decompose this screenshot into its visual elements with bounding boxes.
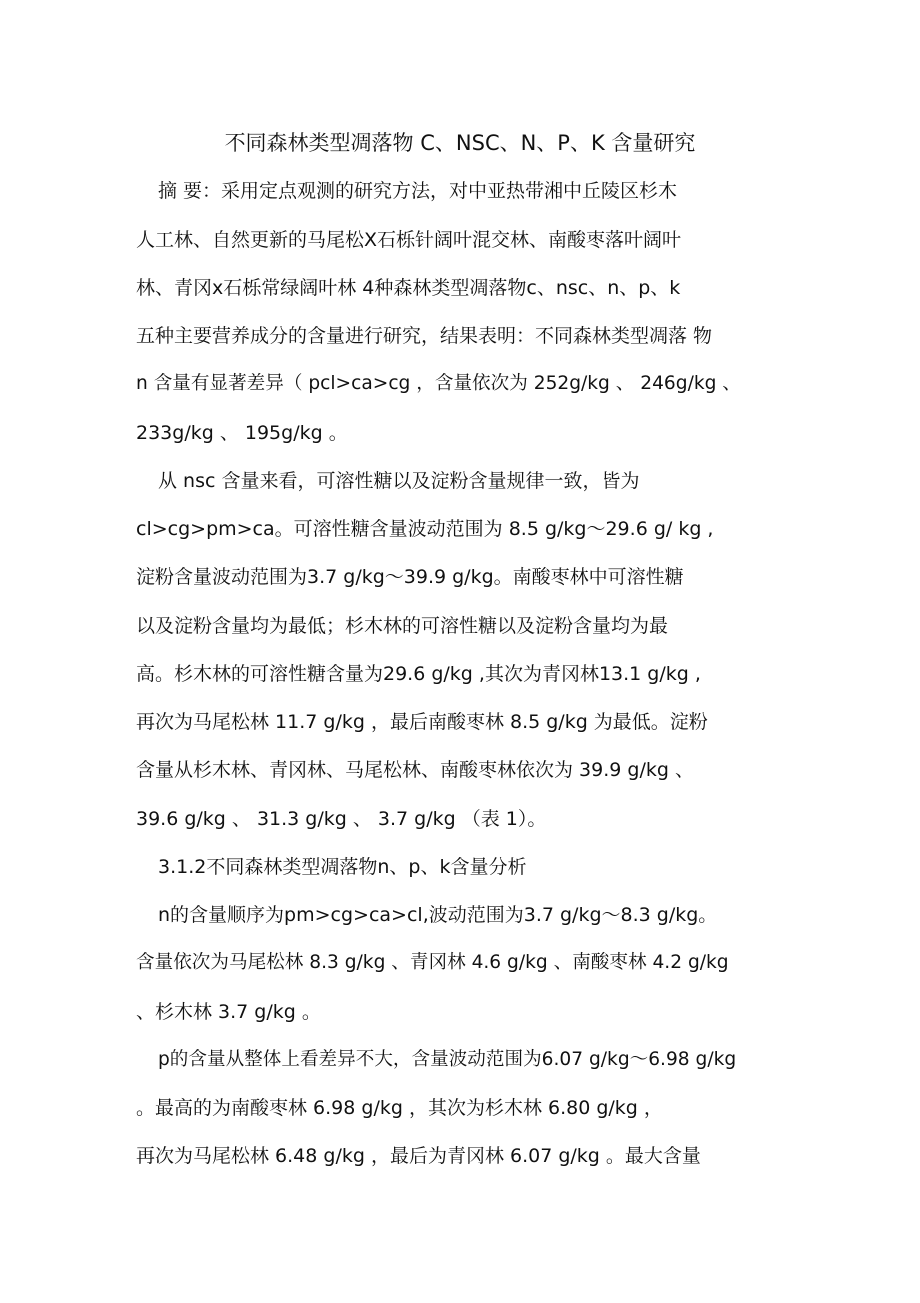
p-line-2: 。最高的为南酸枣林 6.98 g/kg ，其次为杉木林 6.80 g/kg ， xyxy=(136,1097,663,1119)
abstract-line-2: 人工林、自然更新的马尾松X石栎针阔叶混交林、南酸枣落叶阔叶 xyxy=(136,229,682,251)
n-line-1: n的含量顺序为pm>cg>ca>cl,波动范围为3.7 g/kg～8.3 g/kg。 xyxy=(158,904,718,926)
abstract-line-4: 五种主要营养成分的含量进行研究，结果表明：不同森林类型凋落 物 xyxy=(136,325,713,347)
n-line-3: 、杉木林 3.7 g/kg 。 xyxy=(136,1001,321,1023)
section-heading: 3.1.2不同森林类型凋落物n、p、k含量分析 xyxy=(158,856,527,878)
abstract-line-5: n 含量有显著差异（ pcl>ca>cg ，含量依次为 252g/kg 、 246g/kg 、 xyxy=(136,373,741,394)
body-line-7: 含量从杉木林、青冈林、马尾松林、南酸枣林依次为 39.9 g/kg 、 xyxy=(136,759,694,781)
abstract-line-3: 林、青冈x石栎常绿阔叶林 4种森林类型凋落物c、nsc、n、p、k xyxy=(136,277,681,299)
n-line-2: 含量依次为马尾松林 8.3 g/kg 、青冈林 4.6 g/kg 、南酸枣林 4.2 g/kg xyxy=(136,952,729,973)
body-line-8: 39.6 g/kg 、 31.3 g/kg 、 3.7 g/kg （表 1）。 xyxy=(136,808,547,830)
body-line-6: 再次为马尾松林 11.7 g/kg ，最后南酸枣林 8.5 g/kg 为最低。淀粉 xyxy=(136,711,708,733)
abstract-line-6: 233g/kg 、 195g/kg 。 xyxy=(136,422,348,444)
document-title: 不同森林类型凋落物 C、NSC、N、P、K 含量研究 xyxy=(224,131,696,155)
body-line-2: cl>cg>pm>ca。可溶性糖含量波动范围为 8.5 g/kg～29.6 g/ kg , xyxy=(136,518,714,540)
p-line-1: p的含量从整体上看差异不大，含量波动范围为6.07 g/kg～6.98 g/kg xyxy=(158,1049,737,1070)
p-line-3: 再次为马尾松林 6.48 g/kg ，最后为青冈林 6.07 g/kg 。最大含量 xyxy=(136,1145,701,1167)
body-line-4: 以及淀粉含量均为最低；杉木林的可溶性糖以及淀粉含量均为最 xyxy=(136,615,669,637)
body-line-1: 从 nsc 含量来看，可溶性糖以及淀粉含量规律一致，皆为 xyxy=(158,470,640,492)
body-line-3: 淀粉含量波动范围为3.7 g/kg～39.9 g/kg。南酸枣林中可溶性糖 xyxy=(136,566,684,588)
abstract-line-1: 摘 要：采用定点观测的研究方法，对中亚热带湘中丘陵区杉木 xyxy=(158,180,678,202)
body-line-5: 高。杉木林的可溶性糖含量为29.6 g/kg ,其次为青冈林13.1 g/kg , xyxy=(136,663,701,685)
